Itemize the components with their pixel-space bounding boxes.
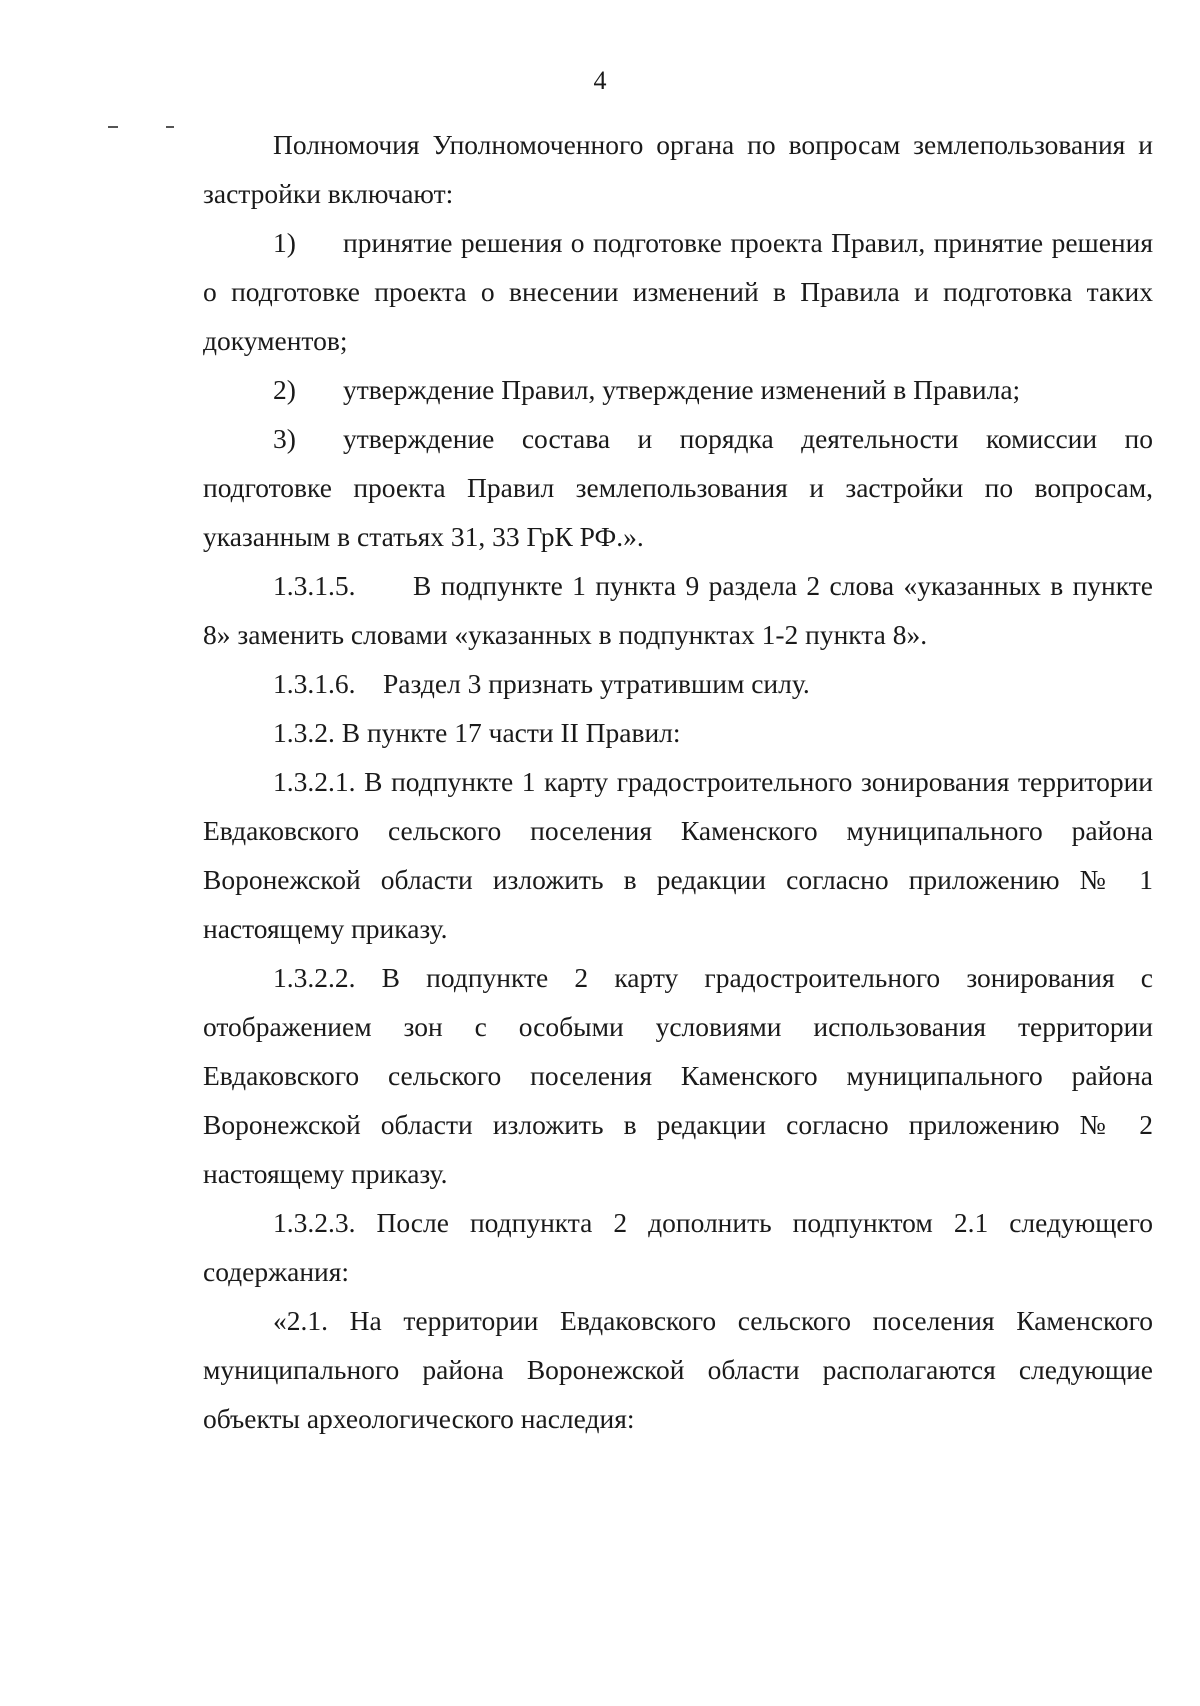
clause-number: 1.3.1.6. (273, 668, 356, 699)
paragraph-text: «2.1. На территории Евдаковского сельского поселения Каменского муниципального района Воронежской области располагаются следующие объекты археологического наследия: (203, 1305, 1153, 1434)
clause-number: 1.3.1.5. (273, 570, 356, 601)
paragraph-text: 1.3.2.3. После подпункта 2 дополнить подпунктом 2.1 следующего содержания: (203, 1207, 1153, 1287)
clause-2-1-quote (203, 1296, 1153, 1443)
clause-1-3-2-2 (203, 953, 1153, 1198)
paragraph-text: утверждение состава и порядка деятельности комиссии по подготовке проекта Правил землепользования и застройки по вопросам, указанным в статьях 31, 33 ГрК РФ.». (203, 423, 1153, 552)
paragraph-authority-intro (203, 120, 1153, 218)
paragraph-text: 1.3.2. В пункте 17 части II Правил: (273, 717, 681, 748)
list-item-2 (203, 365, 1153, 414)
document-body (203, 120, 1153, 1443)
page-number: 4 (593, 66, 607, 95)
paragraph-text: 1.3.2.1. В подпункте 1 карту градостроительного зонирования территории Евдаковского сельского поселения Каменского муниципального района Воронежской области изложить в редакции согласно приложению № 1 настоящему приказу. (203, 766, 1153, 944)
paragraph-text: Раздел 3 признать утратившим силу. (383, 668, 810, 699)
clause-1-3-1-6 (203, 659, 1153, 708)
clause-1-3-2-1 (203, 757, 1153, 953)
paragraph-text: утверждение Правил, утверждение изменений в Правила; (343, 374, 1021, 405)
list-number: 1) (273, 227, 296, 258)
clause-1-3-2-3 (203, 1198, 1153, 1296)
list-item-3 (203, 414, 1153, 561)
scan-artifact-mark (166, 126, 174, 128)
list-item-1 (203, 218, 1153, 365)
paragraph-text: Полномочия Уполномоченного органа по вопросам землепользования и застройки включают: (203, 129, 1153, 209)
paragraph-text: В подпункте 1 пункта 9 раздела 2 слова «указанных в пункте 8» заменить словами «указанных в подпунктах 1-2 пункта 8». (203, 570, 1153, 650)
list-number: 3) (273, 423, 296, 454)
paragraph-text: 1.3.2.2. В подпункте 2 карту градостроительного зонирования с отображением зон с особыми условиями использования территории Евдаковского сельского поселения Каменского муниципального района Воронежской области изложить в редакции согласно приложению № 2 настоящему приказу. (203, 962, 1153, 1189)
clause-1-3-1-5 (203, 561, 1153, 659)
paragraph-text: принятие решения о подготовке проекта Правил, принятие решения о подготовке проекта о внесении изменений в Правила и подготовка таких документов; (203, 227, 1153, 356)
list-number: 2) (273, 374, 296, 405)
scan-artifact-mark (108, 126, 118, 128)
clause-1-3-2 (203, 708, 1153, 757)
